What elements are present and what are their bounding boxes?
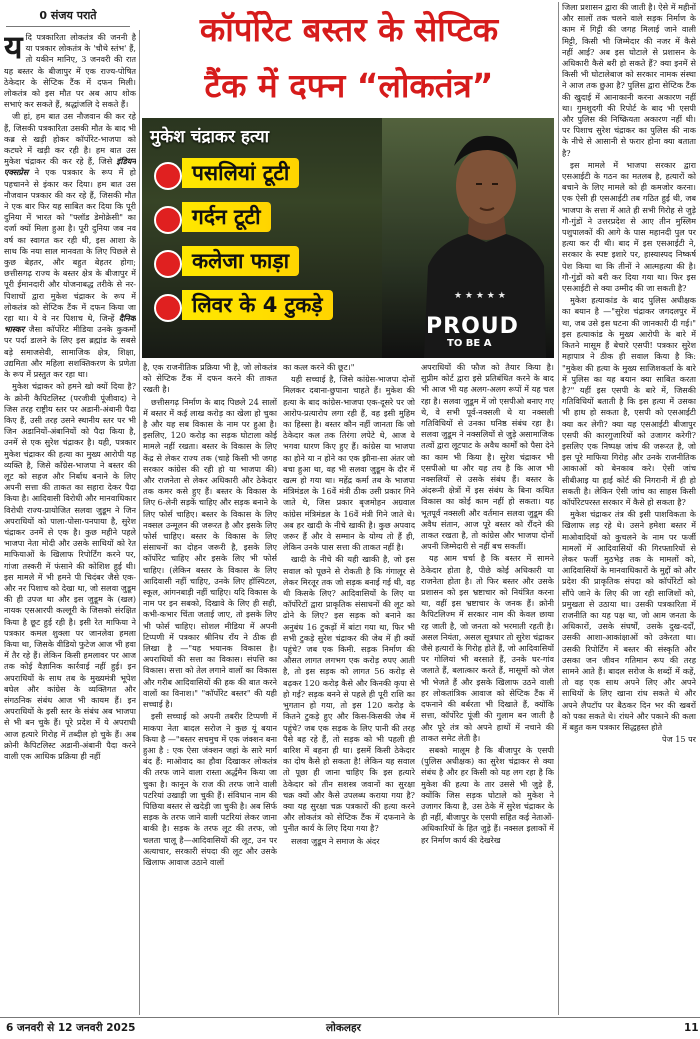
drop-cap: य	[4, 32, 23, 66]
article-column-3	[283, 362, 415, 1014]
column-1-paragraph-2: जी हां, हम बात उस नौजवान की कर रहे हैं, जिसकी पत्रकारिता उसकी मौत के बाद भी कब्र से खड़ी होकर कॉर्पोरेट-भाजपा को कटघरे में खड़ी कर रही है। हम बात उस मुकेश चंद्राकर की कर रहे हैं, जिसे	[4, 111, 136, 167]
column-2-paragraph-2: छत्तीसगढ़ निर्माण के बाद पिछले 24 सालों में बस्तर में कई लाख करोड़ का खेला हो चुका है और यह सब विकास के नाम पर हुआ है। इसलिए, 120 करोड़ का सड़क घोटाला कोई मामले नहीं रखता। बस्तर के विकास के लिए केंद्र से लेकर राज्य तक (चाहे किसी भी जगह सरकार कांग्रेस की रही हो या भाजपा की) और राजनेता से लेकर अधिकारी और ठेकेदार तक कमर कसे हुए हैं। बस्तर के विकास के लिए 6-लेनी सड़कें चाहिए और सड़क बनाने के लिए फोर्स चाहिए। बस्तर के विकास के लिए नक्सल उन्मूलन की जरूरत है और इसके लिए फोर्स चाहिए। बस्तर के विकास के लिए संसाधनों का दोहन जरूरी है, इसके लिए कॉर्पोरेट चाहिए और इसके लिए भी फोर्स चाहिए। (लेकिन बस्तर के विकास के लिए आदिवासी नहीं चाहिए, उनके लिए हॉस्पिटल, स्कूल, आंगनबाड़ी नहीं चाहिए। यदि विकास के नाम पर इन सबको, दिखावे के लिए ही सही, कभी-कभार चिंता जताई जाए, तो इसके लिए भी फोर्स चाहिए। सोशल मीडिया में अपनी टिप्पणी में पत्रकार श्रीनिध राँय ने ठीक ही लिखा है —"यह भयानक विकास है। अपराधियों की सत्ता का विकास। संपत्ति का विकास। सत्ता को तेल लगाने वालों का विकास और गरीब आदिवासियों की हक की बात करने वालों का विनाश।" "कॉर्पोरेट बस्तर" की यही सच्चाई है।	[143, 396, 277, 710]
footer-date: 6 जनवरी से 12 जनवरी 2025	[6, 1022, 136, 1034]
column-1-paragraph-2b: ने एक पत्रकार के रूप में हो पहचानने से इंकार कर दिया। हम बात उस नौजवान पत्रकार की कर रहे हैं, जिसकी मौत ने एक बार फिर यह साबित कर दिया कि पूरी दुनिया में भारत को "फ्लॉड डेमोक्रेसी" का दर्जा क्यों मिला हुआ है। पूरी दुनिया जब नव वर्ष का स्वागत कर रही थी, इस आशा के साथ कि नया साल मानवता के लिए पिछले से कुछ बेहतर, और बहुत बेहतर होगा; छत्तीसगढ़ राज्य के बस्तर क्षेत्र के बीजापुर में पूरी ईमानदारी और योजनाबद्ध तरीके से नर-पिशाचों द्वारा मुकेश चंद्राकर के रूप में लोकतंत्र को सेप्टिक टैंक में दफन किया जा रहा था। ये वे नर पिशाच थे, जिन्हें	[4, 167, 136, 324]
footer-paper-name: लोकलहर	[326, 1022, 361, 1034]
headline	[145, 2, 553, 114]
headline-line-2: टैंक में दफ्न “लोकतंत्र”	[204, 66, 494, 105]
photo-tag-1: पसलियां टूटी	[182, 158, 299, 188]
news-photo	[142, 118, 554, 358]
photo-tag-4: लिवर के 4 टुकड़े	[182, 290, 333, 320]
column-4-paragraph-3: सबको मालूम है कि बीजापुर के एसपी (पुलिस अधीक्षक) का सुरेश चंद्राकर से क्या संबंध है और हर किसी को यह लग रहा है कि मुकेश की हत्या के तार उससे भी जुड़े हैं, क्योंकि जिस सड़क घोटाले को मुकेश ने उजागर किया है, उस ठेके में सुरेश चंद्राकर के ही नहीं, बीजापुर के एसपी सहित कई नेताओं-अधिकारियों के हित जुड़े हैं। नक्सल इलाकों में हर निर्माण कार्य की देखरेख	[421, 744, 554, 845]
tshirt-text-main: PROUD	[426, 314, 519, 339]
article-column-2	[143, 362, 277, 1014]
tag-bullet-icon	[154, 250, 182, 278]
column-5-paragraph-3: मुकेश हत्याकांड के बाद पुलिस अधीक्षक का बयान है —"सुरेश चंद्राकर जगदलपुर में था, जब उसे इस घटना की जानकारी दी गई।" इस हत्याकांड के मुख्य आरोपी के बारे में कितने मासूम हैं बेचारे एसपी! पत्रकार सुरेश महापात्र ने ठीक ही सवाल किया है कि: "मुकेश की हत्या के मुख्य साजिशकर्ता के बारे में पुलिस का यह बयान क्या साबित करता है?" यहीं इस एसपी के बारे में, जिसकी गतिविधियों बताती है कि इस हत्या में उसका भी हाथ हो सकता है, एसपी को एसआईटी क्या कर लेगी? क्या यह एसआईटी बीजापुर एसपी की कारगुजारियों को उजागर करेगी? इसलिए एक निष्पक्ष जांच की जरूरत है, जो इस पूरे माफिया गिरोह और उनके राजनीतिक आकाओं को बेनकाब करे। ऐसी जांच सीबीआइ या हाई कोर्ट की निगरानी में ही हो सकती है। लेकिन ऐसी जांच का साहस किसी कॉर्पोरेटपरस्त सरकार में कैसे हो सकता है?	[562, 295, 696, 507]
footer-page-number: 11	[684, 1022, 699, 1034]
article-column-1	[4, 32, 136, 1012]
publication-name: इंडियन एक्सप्रेस	[4, 156, 136, 178]
byline: 0 संजय पराते	[6, 6, 130, 27]
column-2-paragraph-1: है, एक राजनीतिक प्रक्रिया भी है, जो लोकतंत्र को सेप्टिक टैंक में दफन करने की ताकत रखती है।	[143, 362, 277, 395]
column-4-paragraph-2: यह आम चर्चा है कि बस्तर में सामने ठेकेदार होता है, पीछे कोई अधिकारी या राजनेता होता है। तो फिर बस्तर और उसके प्रशासन को इस भ्रष्टाचार को नियंत्रित करना था, वहीं इस भ्रष्टाचार के जनक हैं। क्रोनी कैपिटलिज्म में सरकार नाम की केवल छाया रह जाती है, जो जनता को भरमाती रहती है। असल नियंता, असल सूत्रधार तो सुरेश चंद्राकर जैसे हत्यारों के गिरोह होते हैं, जो आदिवासियों पर गोलियां भी बरसाते हैं, उनके घर-गांव जलाते हैं, बलात्कार करते हैं, मासूमों को जेल भी भेजते हैं और इसके खिलाफ उठने वाली हर लोकतांत्रिक आवाज को सेप्टिक टैंक में दफनाने की बर्बरता भी दिखाते हैं, क्योंकि सत्ता, कॉर्पोरेट पूंजी की गुलाम बन जाती है और पूरे तंत्र को अपने हाथों में नचाने की ताकत समेट लेती है।	[421, 553, 554, 743]
tag-bullet-icon	[154, 206, 182, 234]
publication-name: दैनिक भास्कर	[4, 313, 136, 335]
column-3-paragraph-3: खादी के नीचे की यही खाकी है, जो इस सवाल को पूछने से रोकती है कि गंगालूर से लेकर मिरतूर तक जो सड़क बनाई गई थी, वह थी किसके लिए? आदिवासियों के लिए या कॉर्पोरेटों द्वारा प्राकृतिक संसाधनों की लूट को ढोने के लिए? इस सड़क को बनाने का अनुबंध 16 टुकड़ों में बांटा गया था, फिर भी सभी टुकड़े सुरेश चंद्राकर की जेब में ही क्यों पहुंचे? जब एक किमी. सड़क निर्माण की औसत लागत लगभग एक करोड़ रुपए आती है, तो इस सड़क को लागत 56 करोड़ से बढ़कर 120 करोड़ कैसे और किनकी कृपा से हो गई? सड़क बनने से पहले ही पूरी राशि का भुगतान हो गया, तो इस 120 करोड़ के कितने टुकड़े हुए और किस-किसकी जेब में पहुंचे? जब एक सड़क के लिए पानी की तरह पैसे बह रहे हैं, तो सड़क को भी पहली ही बारिश में बहना ही था। इसमें किसी ठेकेदार का दोष कैसे हो सकता है! लेकिन यह सवाल तो पूछा ही जाना चाहिए कि इस हत्यारे ठेकेदार को तीन सशस्त्र जवानों का सुरक्षा चक्र क्यों और कैसे उपलब्ध कराया गया है? क्या यह सुरक्षा चक्र पत्रकारों की हत्या करने और लोकतंत्र को सेप्टिक टैंक में दफनाने के पुनीत कार्य के लिए दिया गया है?	[283, 554, 415, 834]
continued-note: पेज 15 पर	[662, 734, 696, 745]
tag-bullet-icon	[154, 162, 182, 190]
column-4-paragraph-1: अपराधियों की फौज को तैयार किया है। सुप्रीम कोर्ट द्वारा इसे प्रतिबंधित करने के बाद भी आज भी यह अलग-अलग रूपों में यह चल रहा है। सलवा जुडूम में जो एसपीओ बनाए गए थे, वे सभी पूर्व-नक्सली थे या नक्सली गतिविधियों से उनका घनिष्ठ संबंध रहा है। सलवा जुडूम ने नक्सलियों से जुड़े असामाजिक तत्वों द्वारा लूटपाट के अवैध कार्मों को पैसा देने का काम भी किया है। सुरेश चंद्राकर भी एसपीओ था और यह तय है कि आज भी नक्सलियों से उसके संबंध हैं। बस्तर के अंदरूनी क्षेत्रों में इस संबंध के बिना कथित विकास का कोई काम नहीं हो सकता। यह भूतपूर्व नक्सली और वर्तमान सलवा जुडूम की अवैध संतान, आज पूरे बस्तर को रौंदने की ताकत रखता है, तो कांग्रेस और भाजपा दोनों अपनी जिम्मेदारी से नहीं बच सकतीं।	[421, 362, 554, 552]
column-5-paragraph-4: मुकेश चंद्राकर तंत्र की इसी पाशविकता के खिलाफ लड़ रहे थे। उसने हमेशा बस्तर में माओवादियों को कुचलने के नाम पर फर्जी मामलों में आदिवासियों की गिरफ्तारियों से लेकर फर्जी मुठभेड़ तक के मामलों को, आदिवासियों के मानवाधिकारों के मुद्दों को और प्रदेश की प्राकृतिक संपदा को कॉर्पोरेटों को सौंपे जाने के लिए की जा रही साजिशों को, प्रमुखता से उठाया था। उसकी पत्रकारिता में राजनीति का यह पक्ष था, जो आम जनता के अधिकारों, उसके संघर्षों, उसके दुख-दर्दों, उसकी आशा-आकांक्षाओं को उकेरता था। उसकी रिपोर्टिंग में बस्तर की संस्कृति और उसका जन जीवन गतिमान रूप की तरह सामने आते हैं। बादल सरोज के शब्दों में कहें, तो वह एक साथ अपने लिए और अपने साथियों के लिए खाना रांध सकते थे और अपने लैपटॉप पर बैठकर दिन भर की खबरों को पका सकते थे। रांधने और पकाने की कला में बहुत कम पत्रकार सिद्धहस्त होते	[562, 509, 696, 732]
headline-line-1: कॉर्पोरेट बस्तर के सेप्टिक	[199, 10, 499, 49]
column-3-paragraph-1: का कत्ल करने की छूट।"	[283, 362, 355, 372]
column-3-paragraph-2: यही सच्चाई है, जिसे कांग्रेस-भाजपा दोनों मिलकर दबाना-छुपाना चाहते हैं। मुकेश की हत्या के बाद कांग्रेस-भाजपा एक-दूसरे पर जो आरोप-प्रत्यारोप लगा रही हैं, वह इसी मुहिम का हिस्सा है। बस्तर कौन नहीं जानता कि जो ठेकेदार कल तक तिरंगा लपेटे थे, आज वे भगवा धारण किए हुए हैं। कांग्रेस या भाजपा का होने या न होने का एक झीना-सा अंतर जो बचा हुआ था, वह भी सलवा जुडूम के दौर में खत्म हो गया था। महेंद्र कर्मा तब के भाजपा मंत्रिमंडल के 16वें मंत्री ठीक उसी प्रकार गिने जाते थे, जिस प्रकार बृजमोहन अग्रवाल कांग्रेस मंत्रिमंडल के 16वें मंत्री गिने जाते थे। अब हर खादी के नीचे खाकी है। कुछ अपवाद जरूर हैं और वे सम्मान के योग्य तो हैं ही, लेकिन उनके पास सत्ता की ताकत नहीं है।	[283, 374, 415, 553]
tshirt-text-sub: TO BE A	[447, 338, 492, 349]
column-rule	[558, 2, 559, 1015]
photo-tag-2: गर्दन टूटी	[182, 202, 271, 232]
column-5-paragraph-1: जिला प्रशासन द्वारा की जाती है। ऐसे में महीनों और सालों तक चलने वाले सड़क निर्माण के काम में गिट्टी की जगह मिलाई जाने वाली मिट्टी, किसी भी जिम्मेदार की नजर में कैसे नहीं आई? अब इस घोटाले से प्रशासन के अधिकारी कैसे बरी हो सकते हैं? क्या इनमें से किसी भी घोटालेबाज को सरकार नामक संस्था ने आज तक छुआ है? पुलिस द्वारा सेप्टिक टैंक की खुदाई में आनाकानी करना अकारण नहीं था। गुमशुदगी की रिपोर्ट के बाद भी एसपी और पुलिस की निष्क्रियता अकारण नहीं थी। पर पिशाच सुरेश चंद्राकर का पुलिस की नाक के नीचे से आसानी से फरार होना क्या बताता है?	[562, 2, 696, 158]
column-1-paragraph-2c: जैसा कॉर्पोरेट मीडिया उनके कुकर्मों पर पर्दा डालने के लिए इस ब्रह्मांड के सबसे बड़े समाजसेवी, सामाजिक क्षेत्र, शिक्षा, उद्यमिता और महिला सशक्तिकरण के प्रणेता के रूप में प्रस्तुत कर रहा था।	[4, 324, 136, 380]
column-5-paragraph-2: इस मामले में भाजपा सरकार द्वारा एसआईटी के गठन का मतलब है, हत्यारों को बचाने के लिए मामले को ही कमजोर करना। एक ऐसी ही एसआईटी तब गठित हुई थी, जब भाजपा के सत्ता में आते ही सभी गिरोह से जुड़े गौ-गुंडों ने उत्तरप्रदेश से आए तीन मुस्लिम पशुपालकों की आगे के पास महानदी पुल पर हत्या कर दी थी। बाद में इस एसआईटी ने, सरकार के स्पष्ट इशारे पर, हास्यास्पद निष्कर्ष पेश किया था कि तीनों ने आत्महत्या की है। गौ-गुंडों को बरी कर दिया गया था। फिर इस एसआईटी से क्या उम्मीद की जा सकती है?	[562, 159, 696, 294]
column-1-paragraph-1: दि पत्रकारिता लोकतंत्र की जननी है या पत्रकार लोकतंत्र के 'चौथे स्तंभ' हैं, तो यकीन मानिए, 3 जनवरी की रात यह बस्तर के बीजापुर में एक राज्य-पोषित ठेकेदार के सेप्टिक टैंक में दफन मिली। लोकतंत्र को इस मौत पर अब आप शोक सभाएं कर सकते हैं, श्रद्धांजलि दे सकते हैं।	[4, 32, 136, 110]
column-rule	[139, 30, 140, 1015]
svg-text:★ ★ ★ ★ ★: ★ ★ ★ ★ ★	[454, 291, 506, 301]
column-1-paragraph-3: मुकेश चंद्राकर को हमने खो क्यों दिया है? के क्रोनी कैपिटलिस्ट (परजीवी पूंजीवाद) ने जिस तरह राष्ट्रीय स्तर पर अडानी-अंबानी पैदा किए हैं, उसी तरह उसने स्थानीय स्तर पर भी जिन अडानियों-अंबानियों को पैदा किया है, उनमें से एक सुरेश चंद्राकर है। यही, पत्रकार मुकेश चंद्राकर की हत्या का मुख्य आरोपी यह व्यक्ति है, जिसे कॉंग्रेस-भाजपा ने बस्तर की लूट को सहज और निर्बाध बनाने के लिए अपनी सत्ता की ताकत का सहारा देकर पैदा किया है। आदिवासी विरोधी और मानवाधिकार विरोधी राज्य-प्रायोजित सलवा जुडूम ने जिन अपराधियों को पाला-पोसा-पनपाया है, सुरेश चंद्राकर उनमें से एक है। कुछ महीने पहले भाजपा नेता मोदी और उसके साथियों को रेत माफियाओं के खिलाफ रिपोर्टिंग करने पर, गांजा तस्करी में फंसाने की कोशिश हुई थी। इस मामले में भी हमने पी चिदंबर जैसे एक-और नर पिशाच को देखा था, जो सलवा जुडूम की ही उपज था और इस जुडूम के (खल) नायक एसआरपी कल्लूरी के जिसको संरक्षित किया है छूट हुई रही है। इसी रेत माफिया ने पत्रकार कमल शुक्ला पर जानलेवा हमला किया था, जिसके वीडियो फुटेज आज भी हवा में तैर रहे हैं। लेकिन किसी हमलावर पर आज तक कोई वैज्ञानिक कार्रवाई नहीं हुई। इन अपराधियों के साथ तब के मुख्यमंत्री भूपेश बघेल और कांग्रेस के व्यक्तिगत और संगठनिक संबंध आज भी कायम हैं। इन अपराधियों के इसी स्तर के संबंध अब भाजपा से भी बन चुके हैं। पूरे प्रदेश में ये अपराधी आज हत्यारे गिरोह में तब्दील हो चुके हैं। अब क्रोनी कैपिटलिस्ट अडानी-अंबानी पैदा करने वाली एक आधिक प्रक्रिया ही नहीं	[4, 381, 136, 761]
photo-tag-3: कलेजा फाड़ा	[182, 246, 299, 276]
photo-caption-title: मुकेश चंद्राकर हत्या	[150, 127, 270, 147]
tag-bullet-icon	[154, 294, 182, 322]
column-3-paragraph-4: सलवा जुडूम ने समाज के अंदर	[291, 835, 380, 846]
article-column-5	[562, 2, 696, 1014]
column-2-paragraph-3: इसी सच्चाई को अपनी तबरीर टिप्पणी में माकपा नेता बादल सरोज ने कुछ यूं बयान किया है —"बस्तर सचमुच में एक जंक्शन बना हुआ है : एक ऐसा जंक्शन जहां के सारे मार्ग बंद हैं: माओवाद का हौवा दिखाकर लोकतंत्र की तरफ जाने वाला रास्ता अर्द्धमैन किया जा चुका है। कानून के राज की तरफ जाने वाली पटरियां उखाड़ी जा चुकी हैं। संविधान नाम की पिछिया बस्तर से खदेड़ी जा चुकी है। अब सिर्फ सड़क के तरफ जाने वाली पटरियां लेकर जाना बाकी है। सड़क के तरफ लूट की तरफ, जो चलता चालू है—आदिवासियों की लूट, उन पर अत्याचार, सरकारी संपदा की लूट और उसके खिलाफ आवाज उठाने वालों	[143, 711, 277, 867]
article-column-4	[421, 362, 554, 1014]
